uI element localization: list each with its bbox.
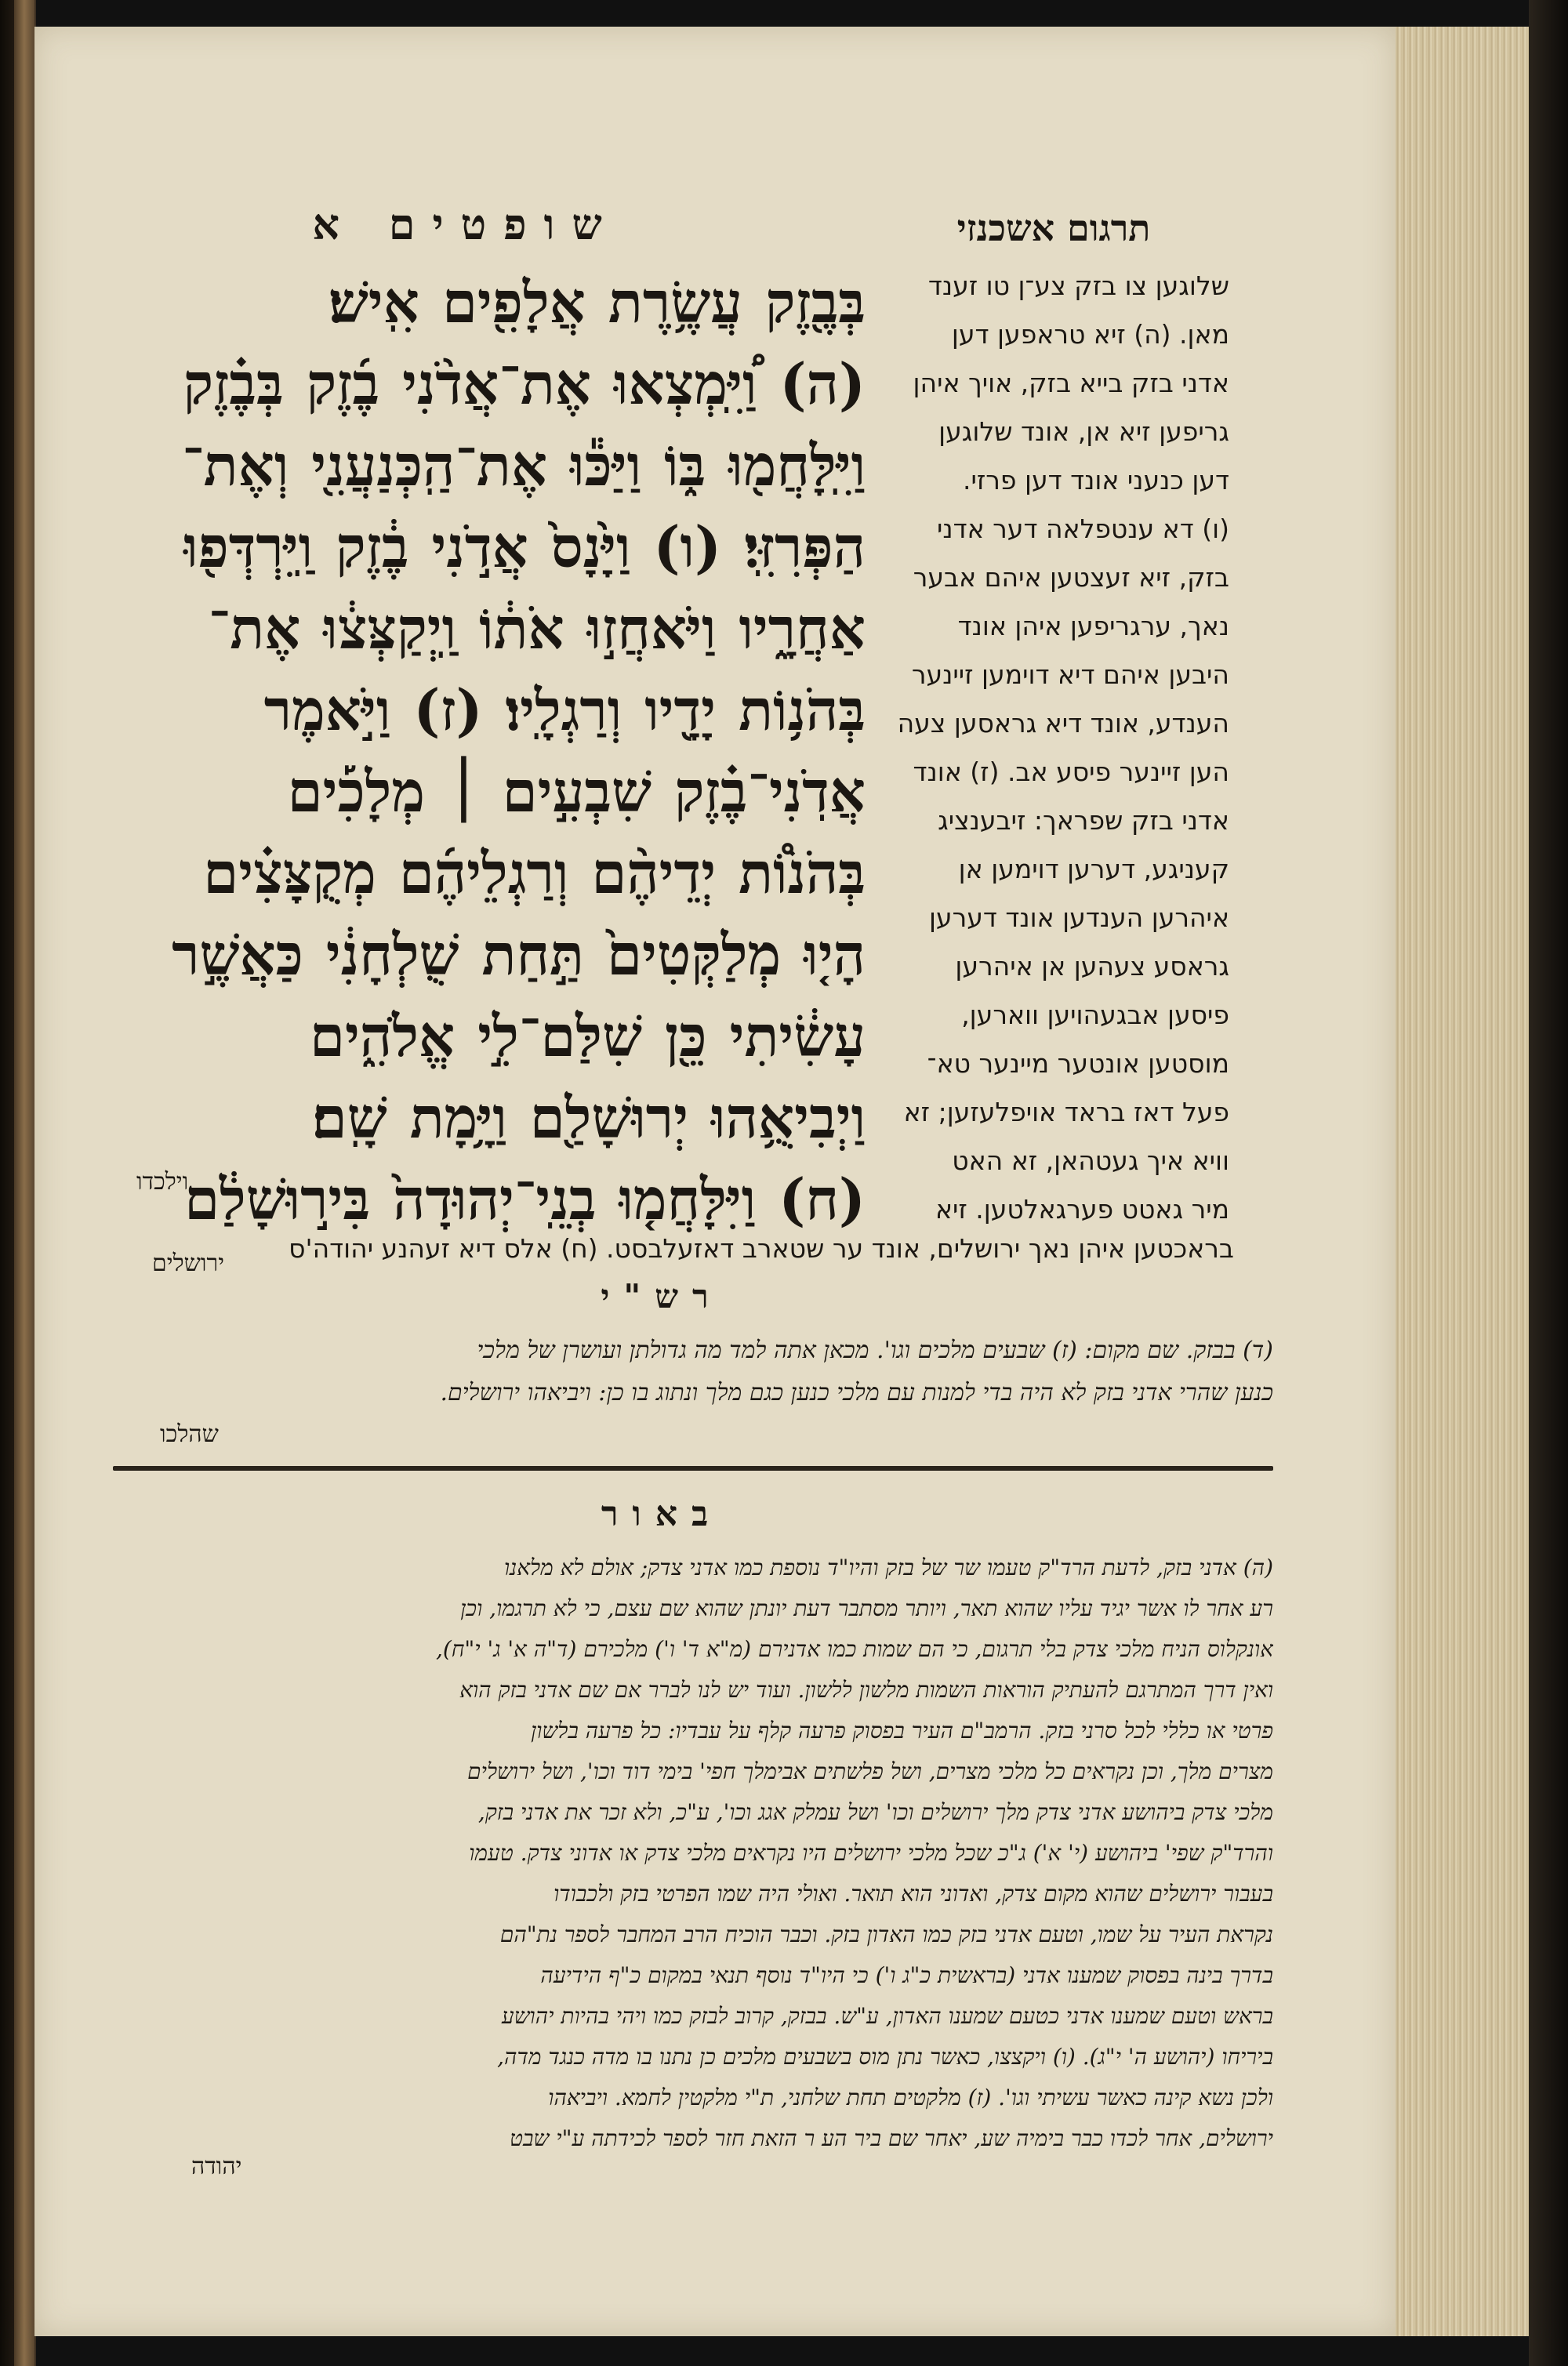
biur-line: מלכי צדק ביהושע אדני צדק מלך ירושלים וכו' ושל עמלק אגג וכו', ע"כ, ולא זכר את אדני בזק, — [477, 1799, 1273, 1825]
translation-line: הען זיינער פיסע אב. (ז) אונד — [913, 757, 1229, 787]
biur-line: אונקלוס הניח מלכי צדק בלי תרגום, כי הם שמות כמו אדנירם (מ"א ד' ו') מלכירם (ד"ה א' ג' י"ח), — [436, 1636, 1273, 1662]
bible-line: וַיְבִיאֻ֥הוּ יְרוּשָׁלַ֖ם וַיָּ֥מָת שָֽׁם׃ — [311, 1084, 866, 1151]
translation-line: הענדע, אונד דיא גראסען צעה — [897, 708, 1229, 738]
biur-text — [97, 1548, 1273, 2159]
rashi-catchword: שהלכו — [160, 1421, 219, 1448]
translation-line: דען כנעני אונד דען פרזי. — [962, 465, 1229, 495]
translation-line: (ו) דא ענטפלאה דער אדני — [937, 513, 1229, 544]
translation-line: בזק, זיא זעצטען איהם אבער — [913, 562, 1229, 593]
translation-line: מאן. (ה) זיא טראפען דען — [951, 319, 1229, 350]
translation-line: גריפען זיא אן, אונד שלוגען — [938, 416, 1229, 447]
translation-catchword: ירושלים — [152, 1250, 225, 1277]
biur-line: בראש וטעם שמענו אדני כטעם שמענו האדון, ע"ש. בבזק, קרוב לבזק כמו ויהי בהיות יהושע — [501, 2003, 1273, 2029]
translation-line: קעניגע, דערען דוימען אן — [958, 854, 1229, 884]
rashi-title: רש"י — [601, 1277, 723, 1315]
bible-line: אֲדֹֽנִי־בֶ֗זֶק שִׁבְעִ֣ים ׀ מְלָכִ֡ים — [287, 758, 866, 825]
translation-column — [869, 262, 1229, 1234]
translation-line: אדני בזק בייא בזק, אויך איהן — [913, 368, 1229, 398]
translation-full-line: בראכטען איהן נאך ירושלים, אונד ער שטארב דאזעלבסט. (ח) אלס דיא זעהנע יהודה'ס — [289, 1233, 1234, 1264]
translation-line: נאך, ערגריפען איהן אונד — [957, 611, 1229, 641]
biur-line: פרטי או כללי לכל סרני בזק. הרמב"ם העיר בפסוק פרעה קלף על עבדיו: כל פרעה בלשון — [531, 1718, 1273, 1744]
previous-page-edge — [14, 0, 34, 2366]
translation-header: תרגום אשכנזי — [956, 207, 1151, 249]
biur-line: ביריחו (יהושע ה' י"ג). (ו) ויקצצו, כאשר נתן מוס בשבעים מלכים כן נתנו בו מדה כנגד מדה, — [497, 2044, 1273, 2070]
bible-line: (ה) וַ֠יִּֽמְצְאוּ אֶת־אֲדֹ֨נִי בֶ֜זֶק בְּבֶ֗זֶק — [183, 350, 866, 417]
biur-line: ולכן נשא קינה כאשר עשיתי וגו'. (ז) מלקטים תחת שלחני, ת"י מלקטין לחמא. ויביאהו — [548, 2085, 1273, 2110]
translation-line: גראסע צעהען אן איהרען — [955, 951, 1229, 982]
bible-line: הַפְּרִזִּֽי׃ (ו) וַיָּ֙נָס֙ אֲדֹ֣נִי בֶ֔זֶק וַֽיִּרְדְּפ֖וּ — [183, 513, 866, 580]
bible-line: הָי֤וּ מְלַקְּטִים֙ תַּ֣חַת שֻׁלְחָנִ֔י כַּאֲשֶׁ֣ר — [172, 921, 866, 988]
biur-catchword: יהודה — [191, 2153, 242, 2180]
book-page — [34, 27, 1396, 2336]
translation-line: שלוגען צו בזק צע־ן טו זענד — [927, 270, 1229, 301]
translation-line: פיסען אבגעהויען ווארען, — [961, 1000, 1229, 1030]
bible-line: וַיִּֽלָּחֲמ֖וּ בּ֑וֹ וַיַּכּ֕וּ אֶת־הַֽכְּנַעֲנִ֖י וְאֶת־ — [182, 432, 866, 499]
bible-line: בְּהֹנ֩וֹת יְדֵיהֶ֨ם וְרַגְלֵיהֶ֜ם מְקֻצָּצִ֗ים — [203, 840, 866, 906]
bible-line: אַחֲרָ֑יו וַיֹּאחֲז֣וּ אֹת֔וֹ וַֽיְקַצְּצ֔וּ אֶת־ — [208, 595, 866, 662]
scan-shadow — [1529, 0, 1568, 2366]
translation-line: היבען איהם דיא דוימען זיינער — [911, 659, 1229, 690]
bible-text-column — [97, 262, 866, 1240]
rashi-line: (ד) בבזק. שם מקום: (ז) שבעים מלכים וגו'. מכאן אתה למד מה גדולתן ועושרן של מלכי — [477, 1337, 1273, 1364]
bible-line: (ח) וַיִּלָּחֲמ֤וּ בְנֵֽי־יְהוּדָה֙ בִּיר֣וּשָׁלַ֔ם — [184, 1166, 866, 1232]
translation-line: וויא איך געטהאן, זא האט — [952, 1145, 1229, 1176]
biur-line: בדרך בינה בפסוק שמענו אדני (בראשית כ"ג ו') כי היו"ד נוסף תנאי במקום כ"ף הידיעה — [540, 1962, 1273, 1988]
translation-line: אדני בזק שפראך: זיבענציג — [938, 805, 1229, 836]
bible-catchword: וילכדו — [136, 1168, 189, 1196]
rashi-line: כנען שהרי אדני בזק לא היה בדי למנות עם מלכי כנען כגם מלך ונתוג בו כן: ויביאהו ירושלים. — [440, 1379, 1273, 1406]
biur-line: ירושלים, אחר לכדו כבר בימיה שע, יאחר שם ביר הע ר הזאת חזר לספר לכידתה ע"י שבט — [510, 2125, 1273, 2151]
bible-line: בְּבֶ֖זֶק עֲשֶׂ֥רֶת אֲלָפִ֖ים אִֽישׁ׃ — [328, 269, 866, 336]
biur-line: (ה) אדני בזק, לדעת הרד"ק טעמו שר של בזק והיו"ד נוספת כמו אדני צדק; אולם לא מלאנו — [503, 1555, 1273, 1580]
biur-line: בעבור ירושלים שהוא מקום צדק, ואדוני הוא תואר. ואולי היה שמו הפרטי בזק ולכבודו — [554, 1881, 1273, 1907]
rashi-text — [97, 1330, 1273, 1414]
page-fore-edge — [1396, 27, 1529, 2336]
translation-line: מיר גאטט פערגאלטען. זיא — [935, 1194, 1229, 1225]
book-header: שופטים א — [312, 199, 619, 249]
biur-title: באור — [601, 1494, 723, 1534]
section-divider — [113, 1466, 1273, 1471]
translation-line: פעל דאז בראד אויפלעזען; זא — [903, 1097, 1229, 1127]
biur-line: והרד"ק שפי' ביהושע (י' א') ג"כ שכל מלכי ירושלים היו נקראים מלכי צדק או אדוני צדק. טעמו — [469, 1840, 1273, 1866]
biur-line: רע אחר לו אשר יגיד עליו שהוא תאר, ויותר מסתבר דעת יונתן שהוא שם עצם, כי לא תרגמו, וכן — [460, 1595, 1273, 1621]
biur-line: נקראת העיר על שמו, וטעם אדני בזק כמו האדון בזק. וכבר הוכיח הרב המחבר לספר נת"הם — [499, 1921, 1273, 1947]
bible-line: בְּהֹנ֥וֹת יָדָ֖יו וְרַגְלָֽיו׃ (ז) וַיֹּ֣אמֶר — [263, 677, 866, 743]
translation-line: מוסטען אונטער מיינער טא־ — [927, 1048, 1229, 1079]
bible-line: עָשִׂ֔יתִי כֵּ֖ן שִׁלַּם־לִ֣י אֱלֹהִ֑ים — [310, 1003, 866, 1069]
biur-line: מצרים מלך, וכן נקראים כל מלכי מצרים, ושל פלשתים אבימלך חפי' בימי דוד וכו', ושל ירושלים — [467, 1758, 1273, 1784]
biur-line: ואין דרך המתרגם להעתיק הוראות השמות מלשון ללשון. ועוד יש לנו לברר אם שם אדני בזק הוא — [459, 1677, 1273, 1703]
translation-line: איהרען הענדען אונד דערען — [928, 902, 1229, 933]
